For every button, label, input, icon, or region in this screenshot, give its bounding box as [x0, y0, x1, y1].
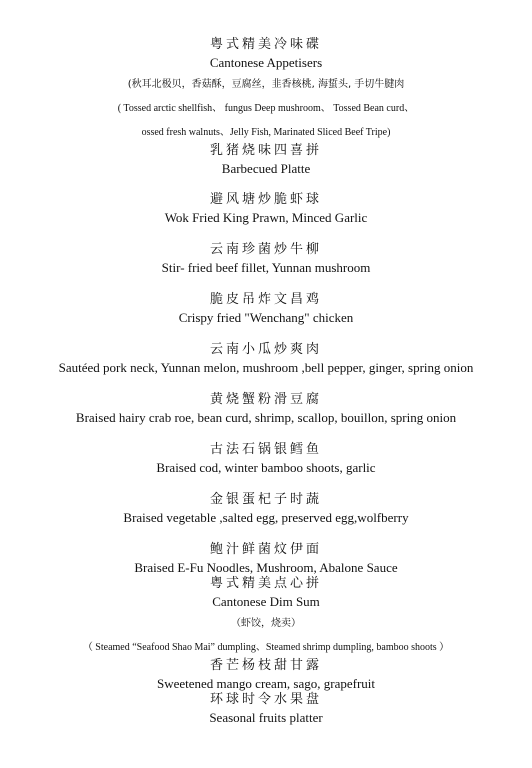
dish-chinese-name: 金银蛋杞子时蔬: [209, 492, 322, 507]
dish-chinese-name: 云南珍菌炒牛柳: [209, 242, 322, 257]
dish-english-name: Braised cod, winter bamboo shoots, garlic: [156, 460, 376, 475]
dish-english-name: Wok Fried King Prawn, Minced Garlic: [164, 210, 368, 225]
dish-chinese-name: 古法石锅银鳕鱼: [209, 442, 322, 457]
dish-chinese-name: 脆皮吊炸文昌鸡: [209, 292, 322, 307]
dish-chinese-name: 鲍汁鲜菌炆伊面: [209, 542, 322, 557]
dish-english-name: Braised hairy crab roe, bean curd, shrimp, scallop, bouillon, spring onion: [75, 410, 457, 425]
dish-english-name: Barbecued Platte: [221, 161, 311, 176]
dish-english-name: Cantonese Dim Sum: [212, 594, 320, 609]
dish-detail: ossed fresh walnuts、Jelly Fish, Marinated Sliced Beef Tripe): [141, 127, 391, 138]
dish-english-name: Sautéed pork neck, Yunnan melon, mushroom ,bell pepper, ginger, spring onion: [58, 360, 474, 375]
dish-chinese-name: 云南小瓜炒爽肉: [209, 342, 322, 357]
dish-chinese-name: 香芒杨枝甜甘露: [209, 658, 322, 673]
dish-chinese-name: 粤式精美点心拼: [209, 576, 322, 591]
dish-chinese-name: 环球时令水果盘: [209, 692, 322, 707]
dish-chinese-name: 乳猪烧味四喜拼: [209, 143, 322, 158]
dish-chinese-name: 避风塘炒脆虾球: [209, 192, 322, 207]
dish-english-name: Braised vegetable ,salted egg, preserved egg,wolfberry: [123, 510, 409, 525]
dish-english-name: Cantonese Appetisers: [209, 55, 323, 70]
dish-detail: (秋耳北极贝，香菇酥，豆腐丝，韭香核桃, 海蜇头, 手切牛腱肉: [127, 79, 405, 90]
dish-english-name: Stir- fried beef fillet, Yunnan mushroom: [161, 260, 371, 275]
dish-english-name: Braised E-Fu Noodles, Mushroom, Abalone Sauce: [134, 560, 398, 575]
dish-english-name: Sweetened mango cream, sago, grapefruit: [156, 676, 376, 691]
dish-detail: ( Tossed arctic shellfish、 fungus Deep mushroom、 Tossed Bean curd、: [117, 103, 415, 114]
dish-english-name: Seasonal fruits platter: [209, 710, 323, 725]
dish-english-name: Crispy fried "Wenchang" chicken: [178, 310, 354, 325]
dish-detail: （ Steamed “Seafood Shao Mai” dumpling、Steamed shrimp dumpling, bamboo shoots ）: [82, 642, 450, 653]
dish-detail: （虾饺，烧卖）: [231, 618, 301, 629]
dish-chinese-name: 粤式精美冷味碟: [209, 37, 322, 52]
dish-chinese-name: 黄烧蟹粉滑豆腐: [209, 392, 322, 407]
